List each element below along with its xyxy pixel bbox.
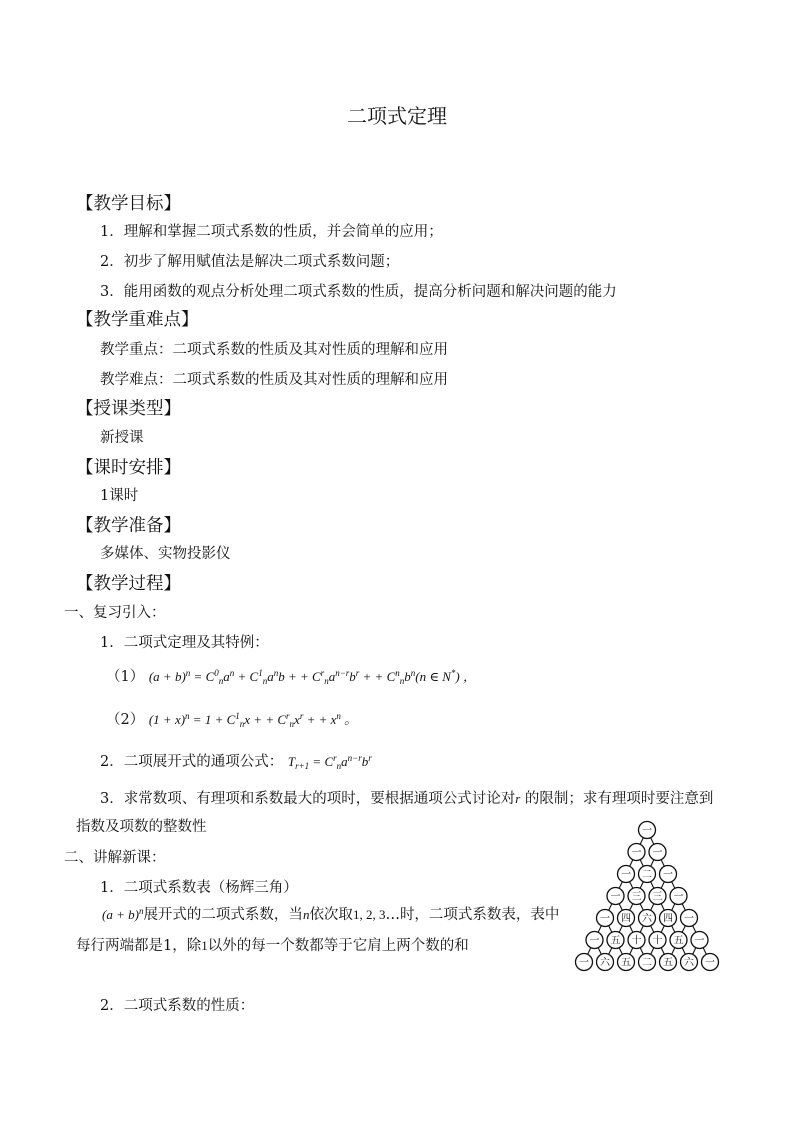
triangle-node-label: 十 xyxy=(631,935,642,947)
triangle-node-label: 四 xyxy=(663,913,673,925)
general-term-line xyxy=(100,750,372,771)
section-process-heading: 【教学过程】 xyxy=(76,574,181,594)
review-item-3: 3．求常数项、有理项和系数最大的项时，要根据通项公式讨论对r 的限制；求有理项时要注意到指数及项数的整数性 xyxy=(76,791,714,835)
formula-1-label: （1） xyxy=(106,669,145,685)
formula-2 xyxy=(106,708,357,729)
formula-1-expression: $(a + b)^n = C^0_na^n + C^1_na^nb$ + + $C^r_na^{n-r}b^r$ + + $C^n_nb^n(n$ ∈ N*) ， xyxy=(148,668,476,686)
triangle-node-label: 五 xyxy=(610,935,621,947)
triangle-node-label: 四 xyxy=(621,913,631,925)
triangle-node-label: 六 xyxy=(642,913,652,925)
triangle-node-label: 二 xyxy=(642,869,652,881)
key-difficulty: 教学难点：二项式系数的性质及其对性质的理解和应用 xyxy=(100,372,448,388)
goal-item-1: 1．理解和掌握二项式系数的性质，并会简单的应用； xyxy=(100,224,443,240)
triangle-node-label: 一 xyxy=(694,935,705,947)
triangle-node-label: 六 xyxy=(600,957,610,969)
preparation: 多媒体、实物投影仪 xyxy=(100,546,231,562)
new-lesson-heading: 二、讲解新课： xyxy=(64,850,166,866)
general-term-label: 2．二项展开式的通项公式： xyxy=(100,754,284,770)
general-term-formula: $T_{r+1} = C^r_na^{n-r}b^r$ xyxy=(287,753,372,771)
triangle-node-label: 六 xyxy=(684,957,694,969)
review-item-1: 1．二项式定理及其特例： xyxy=(100,635,269,651)
section-schedule-heading: 【课时安排】 xyxy=(76,458,181,478)
section-lesson-type-heading: 【授课类型】 xyxy=(76,399,181,419)
yanghui-triangle-figure xyxy=(572,818,722,978)
triangle-node-label: 一 xyxy=(663,869,673,881)
triangle-node-label: 一 xyxy=(589,935,600,947)
goal-item-3: 3．能用函数的观点分析处理二项式系数的性质，提高分析问题和解决问题的能力 xyxy=(100,284,617,300)
triangle-node-label: 一 xyxy=(579,957,589,969)
formula-1 xyxy=(106,665,476,686)
section-goals-heading: 【教学目标】 xyxy=(76,194,181,214)
page-title: 二项式定理 xyxy=(347,104,447,128)
section-preparation-heading: 【教学准备】 xyxy=(76,516,181,536)
triangle-node-label: 三 xyxy=(631,891,642,903)
goal-item-2: 2．初步了解用赋值法是解决二项式系数问题； xyxy=(100,254,400,270)
triangle-node-label: 一 xyxy=(652,847,663,859)
formula-2-label: （2） xyxy=(106,712,145,728)
triangle-nodes xyxy=(576,822,719,971)
yanghui-paragraph: $(a + b)^n$展开式的二项式系数，当n依次取1, 2, 3…时，二项式系数表，表中每行两端都是1，除1以外的每一个数都等于它肩上两个数的和 xyxy=(76,906,560,954)
triangle-node-label: 一 xyxy=(684,913,694,925)
lesson-type: 新授课 xyxy=(100,430,144,446)
new-item-2: 2．二项式系数的性质： xyxy=(100,998,255,1014)
triangle-node-label: 二 xyxy=(642,957,652,969)
new-item-1: 1．二项式系数表（杨辉三角） xyxy=(100,880,298,896)
review-heading: 一、复习引入： xyxy=(64,605,166,621)
triangle-node-label: 三 xyxy=(652,891,663,903)
triangle-node-label: 一 xyxy=(621,869,631,881)
triangle-node-label: 一 xyxy=(705,957,715,969)
triangle-node-label: 一 xyxy=(610,891,621,903)
triangle-node-label: 一 xyxy=(600,913,610,925)
section-key-points-heading: 【教学重难点】 xyxy=(76,310,199,330)
triangle-node-label: 一 xyxy=(642,825,652,837)
triangle-node-label: 五 xyxy=(621,957,631,969)
triangle-node-label: 五 xyxy=(673,935,684,947)
triangle-node-label: 五 xyxy=(663,957,673,969)
triangle-node-label: 一 xyxy=(673,891,684,903)
formula-2-expression: $(1 + x)^n = 1 + C^1_nx$ + + $C^r_nx^r$ + + $x^n$ 。 xyxy=(148,711,358,729)
schedule: 1课时 xyxy=(100,488,139,504)
key-focus: 教学重点：二项式系数的性质及其对性质的理解和应用 xyxy=(100,342,448,358)
triangle-node-label: 一 xyxy=(631,847,642,859)
triangle-node-label: 十 xyxy=(652,935,663,947)
